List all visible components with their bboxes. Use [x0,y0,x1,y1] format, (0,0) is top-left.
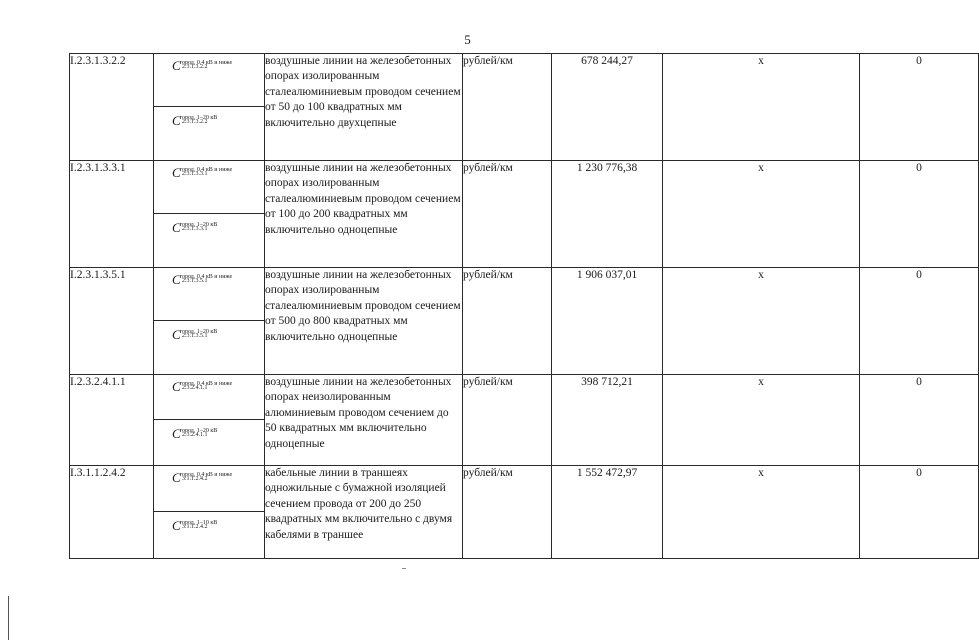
formula-superscript: город, 0,4 кВ и ниже [179,381,233,387]
table-row [70,268,979,375]
formula-cell [154,466,265,559]
formula-subscript: 2.3.1.3.5.1 [182,278,208,285]
scan-margin-line [8,596,9,640]
row-unit: рублей/км [463,466,552,559]
row-unit: рублей/км [463,375,552,466]
formula-subscript: 2.3.2.4.1.1 [182,431,208,438]
formula-subscript: 3.1.1.2.4.2 [182,523,208,530]
formula-superscript: город, 1–20 кВ [179,328,218,335]
formula-high-voltage: $C^{город, 1-20 кВ}$ 2.3.1.3.2.2 [154,106,264,161]
formula-subscript: 2.3.1.3.2.2 [182,118,208,125]
formula-low-voltage: $C^{город, 0,4 кВ и ниже}$ 2.3.2.4.1.1 [154,375,264,419]
row-x: x [663,161,860,268]
row-description: воздушные линии на железобетонных опорах изолированным сталеалюминиевым проводом сечением от 50 до 100 квадратных мм включительно двухцепные [265,54,463,161]
row-description: кабельные линии в траншеях одножильные с бумажной изоляцией сечением провода от 200 до 250 квадратных мм включительно с двумя кабелями в траншее [265,466,463,559]
tariff-table [69,53,979,559]
formula-superscript: город, 0,4 кВ и ниже [179,274,233,280]
row-unit: рублей/км [463,268,552,375]
formula-cell [154,161,265,268]
formula-high-voltage: $C^{город, 1-20 кВ}$ 2.3.2.4.1.1 [154,419,264,466]
row-code: I.2.3.2.4.1.1 [70,375,154,466]
row-zero: 0 [860,161,979,268]
formula-subscript: 2.3.2.4.1.1 [182,385,208,392]
formula-superscript: город, 1–10 кВ [179,519,218,526]
formula-superscript: город, 1–20 кВ [179,114,218,121]
row-zero: 0 [860,268,979,375]
row-price: 398 712,21 [552,375,663,466]
formula-superscript: город, 0,4 кВ и ниже [179,60,233,66]
row-zero: 0 [860,54,979,161]
formula-cell [154,375,265,466]
table-row [70,54,979,161]
row-code: I.2.3.1.3.5.1 [70,268,154,375]
table-row [70,161,979,268]
row-price: 678 244,27 [552,54,663,161]
formula-low-voltage: $C^{город, 0,4 кВ и ниже}$ 3.1.1.2.4.2 [154,466,264,511]
formula-high-voltage: $C^{город, 1-20 кВ}$ 2.3.1.3.3.1 [154,213,264,268]
page-number: 5 [464,32,471,47]
formula-cell [154,268,265,375]
formula-superscript: город, 1–20 кВ [179,221,218,228]
formula-high-voltage: $C^{город, 1-20 кВ}$ 2.3.1.3.5.1 [154,320,264,375]
formula-low-voltage: $C^{город, 0,4 кВ и ниже}$ 2.3.1.3.3.1 [154,161,264,213]
formula-low-voltage: $C^{город, 0,4 кВ и ниже}$ 2.3.1.3.5.1 [154,268,264,320]
table-row [70,466,979,559]
scan-speck [402,568,406,569]
row-zero: 0 [860,466,979,559]
row-unit: рублей/км [463,54,552,161]
formula-superscript: город, 1–20 кВ [179,427,218,434]
row-x: x [663,54,860,161]
row-code: I.3.1.1.2.4.2 [70,466,154,559]
row-description: воздушные линии на железобетонных опорах неизолированным алюминиевым проводом сечением до 50 квадратных мм включительно одноцепные [265,375,463,466]
row-zero: 0 [860,375,979,466]
formula-low-voltage: $C^{город, 0,4 кВ и ниже}$ 2.3.1.3.2.2 [154,54,264,106]
formula-subscript: 2.3.1.3.3.1 [182,225,208,232]
row-x: x [663,375,860,466]
row-price: 1 906 037,01 [552,268,663,375]
table-row [70,375,979,466]
row-code: I.2.3.1.3.3.1 [70,161,154,268]
formula-cell [154,54,265,161]
row-description: воздушные линии на железобетонных опорах изолированным сталеалюминиевым проводом сечением от 500 до 800 квадратных мм включительно одноцепные [265,268,463,375]
row-x: x [663,268,860,375]
row-price: 1 552 472,97 [552,466,663,559]
formula-subscript: 3.1.1.2.4.2 [182,476,208,483]
formula-high-voltage: $C^{город, 1-10 кВ}$ 3.1.1.2.4.2 [154,511,264,559]
row-code: I.2.3.1.3.2.2 [70,54,154,161]
formula-superscript: город, 0,4 кВ и ниже [179,472,233,478]
row-unit: рублей/км [463,161,552,268]
formula-subscript: 2.3.1.3.5.1 [182,332,208,339]
formula-superscript: город, 0,4 кВ и ниже [179,167,233,173]
formula-subscript: 2.3.1.3.3.1 [182,171,208,178]
row-x: x [663,466,860,559]
row-description: воздушные линии на железобетонных опорах изолированным сталеалюминиевым проводом сечением от 100 до 200 квадратных мм включительно одноцепные [265,161,463,268]
formula-subscript: 2.3.1.3.2.2 [182,64,208,71]
row-price: 1 230 776,38 [552,161,663,268]
